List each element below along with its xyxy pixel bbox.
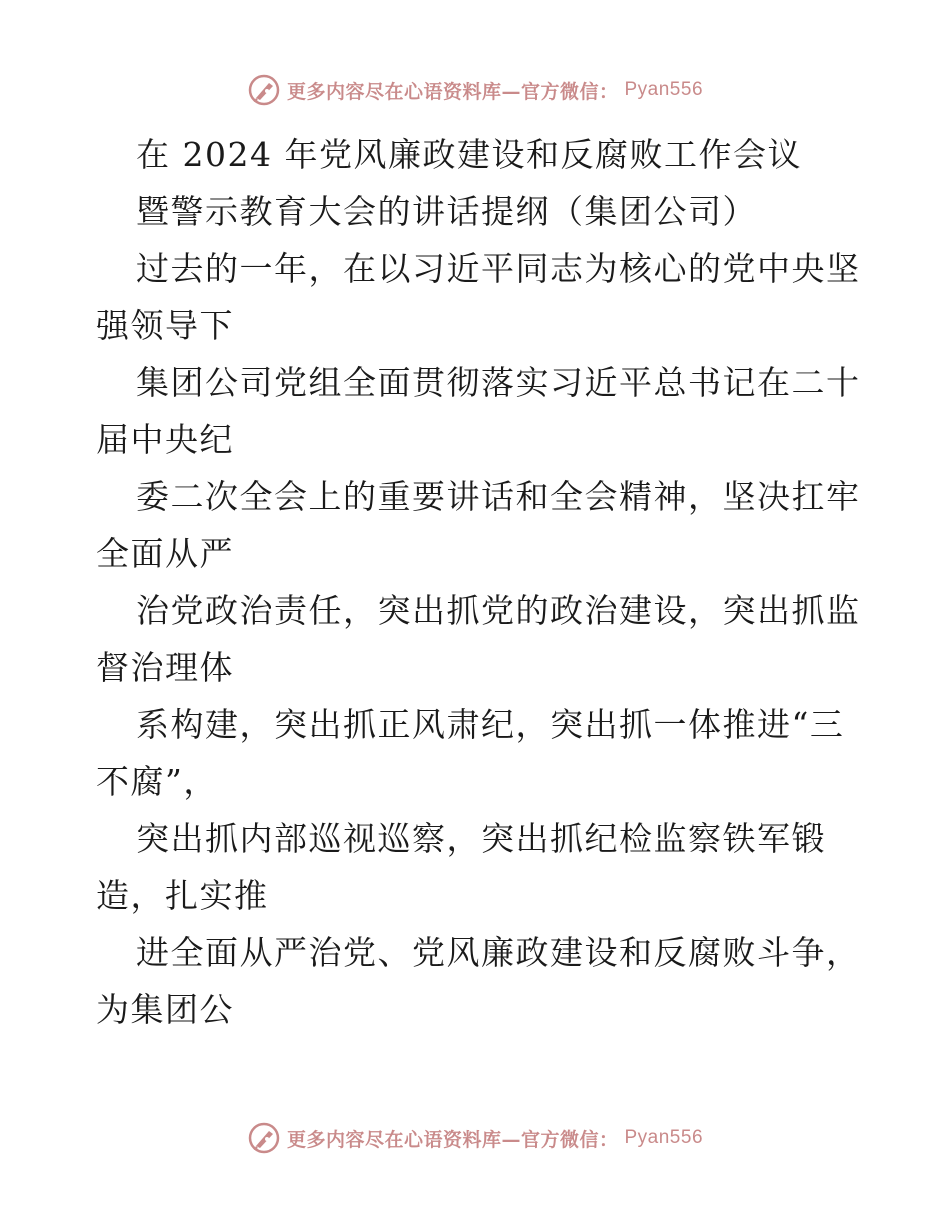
- body-line: 突出抓内部巡视巡察，突出抓纪检监察铁军锻: [136, 819, 826, 858]
- body-line: 过去的一年，在以习近平同志为核心的党中央坚: [136, 249, 861, 288]
- body-line: 系构建，突出抓正风肃纪，突出抓一体推进“三: [136, 705, 845, 744]
- body-line: 集团公司党组全面贯彻落实习近平总书记在二十: [136, 363, 861, 402]
- body-line: 不腐”，: [96, 762, 218, 801]
- pen-logo-icon: [247, 73, 281, 107]
- document-body: [96, 126, 861, 1038]
- document-title-line: 在 2024 年党风廉政建设和反腐败工作会议: [136, 135, 802, 174]
- watermark-handle: Pyan556: [624, 1127, 704, 1148]
- body-line: 为集团公: [96, 990, 234, 1029]
- body-line: 强领导下: [96, 306, 234, 345]
- body-line: 治党政治责任，突出抓党的政治建设，突出抓监: [136, 591, 861, 630]
- document-title-line: 暨警示教育大会的讲话提纲（集团公司）: [136, 192, 757, 231]
- body-line: 全面从严: [96, 534, 234, 573]
- body-line: 委二次全会上的重要讲话和全会精神，坚决扛牢: [136, 477, 861, 516]
- watermark-banner: [247, 1121, 703, 1155]
- watermark-handle: Pyan556: [624, 79, 704, 100]
- body-line: 督治理体: [96, 648, 234, 687]
- body-line: 造，扎实推: [96, 876, 269, 915]
- pen-logo-icon: [247, 1121, 281, 1155]
- watermark-text: 更多内容尽在心语资料库—官方微信：: [286, 80, 619, 103]
- watermark-banner: [247, 73, 703, 107]
- header-watermark: [0, 70, 950, 110]
- footer-watermark: [0, 1118, 950, 1158]
- body-line: 进全面从严治党、党风廉政建设和反腐败斗争，: [136, 933, 861, 972]
- body-line: 届中央纪: [96, 420, 234, 459]
- watermark-text: 更多内容尽在心语资料库—官方微信：: [286, 1128, 619, 1151]
